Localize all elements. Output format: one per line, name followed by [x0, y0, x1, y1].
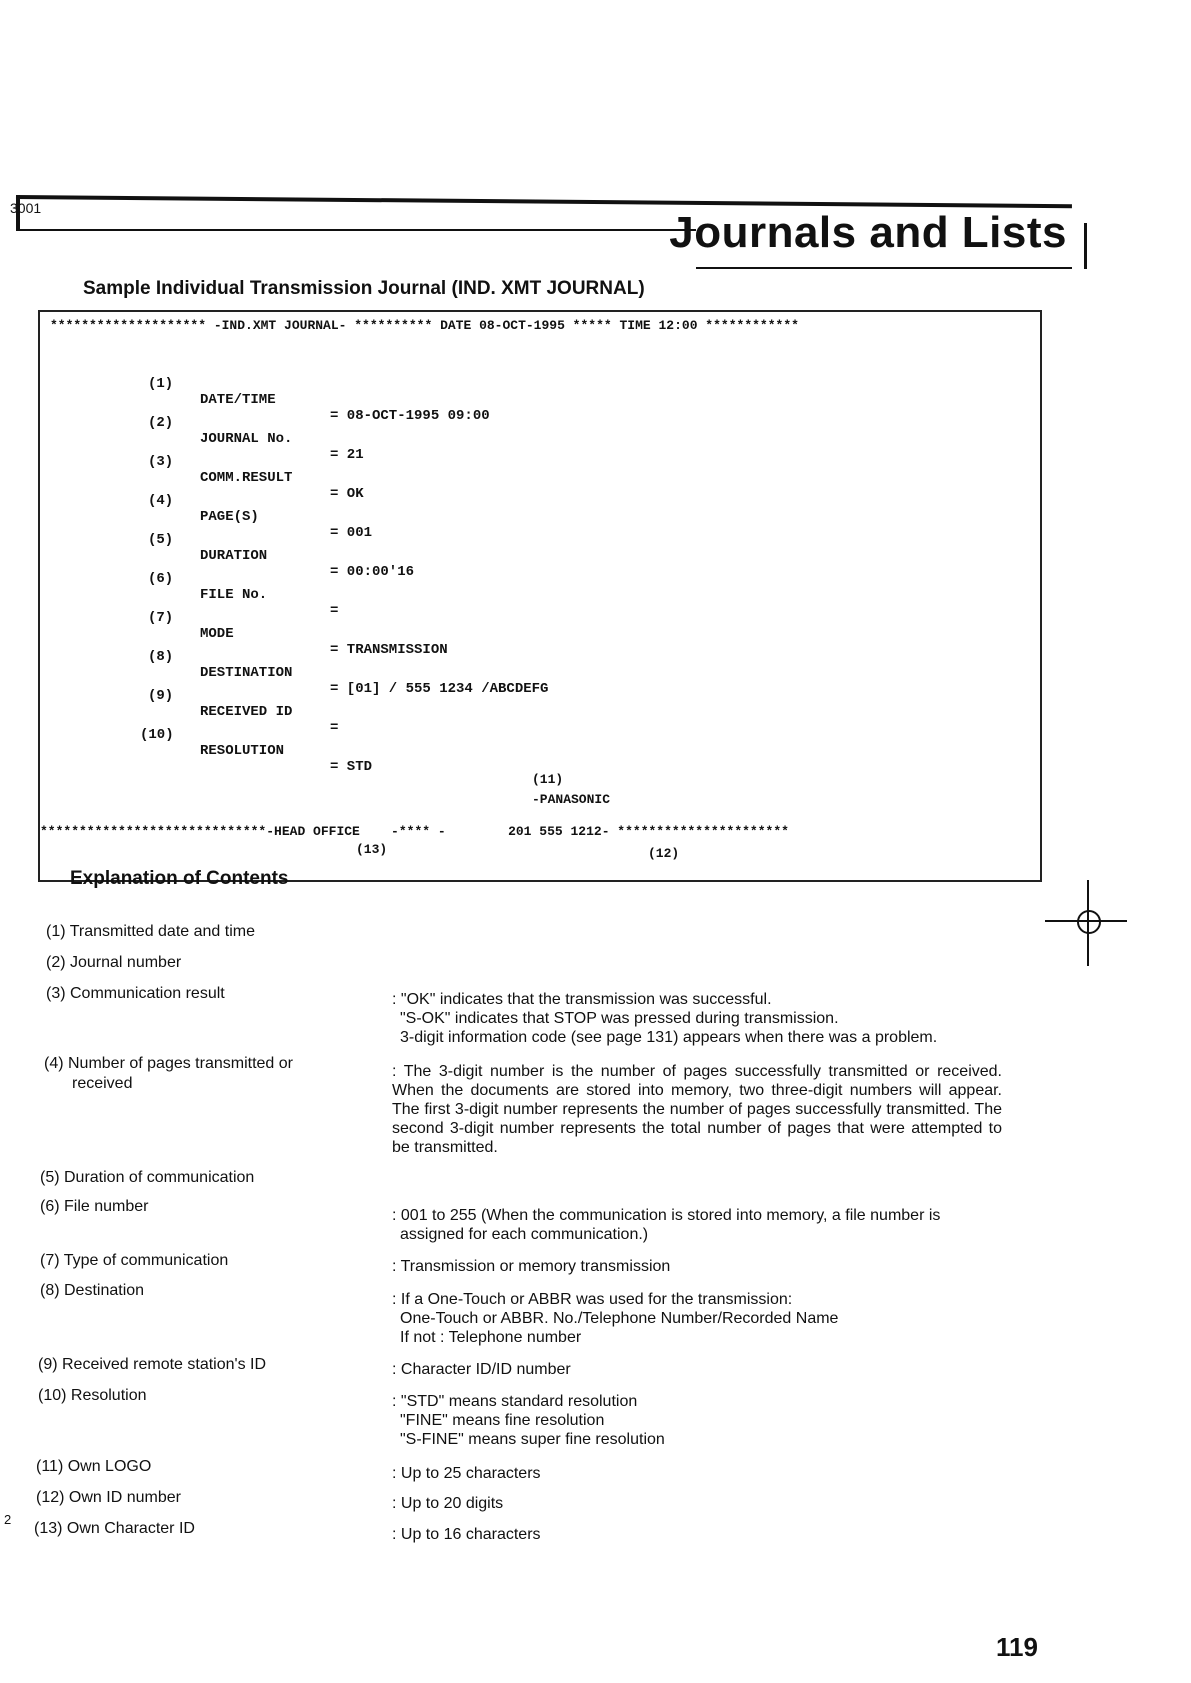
- journal-row-num: (1): [148, 376, 174, 392]
- explanation-item-label: (12) Own ID number: [36, 1489, 181, 1506]
- journal-row-label: JOURNAL No.: [200, 431, 293, 447]
- journal-row-num: (10): [140, 727, 174, 743]
- journal-row-value: = OK: [330, 486, 364, 502]
- explanation-item-label-cont: received: [72, 1075, 133, 1092]
- journal-row-label: RECEIVED ID: [200, 704, 293, 720]
- explanation-item-label: (8) Destination: [40, 1282, 145, 1299]
- journal-row-value: = TRANSMISSION: [330, 642, 448, 658]
- explanation-item-desc: : Transmission or memory transmission: [392, 1258, 671, 1275]
- journal-row-value: =: [330, 603, 339, 619]
- journal-row-label: MODE: [200, 626, 234, 642]
- explanation-item-label: (6) File number: [40, 1198, 149, 1215]
- journal-row: [40, 711, 1040, 775]
- journal-row-value: =: [330, 720, 339, 736]
- explanation-item-desc: : The 3-digit number is the number of pages successfully transmitted or received. When the documents are stored into memory, two three-digit numbers will appear. The first 3-digit number represents the number of pages successfully transmitted. The second 3-digit number represents the total number of pages that were attempted to be transmitted.: [392, 1063, 1002, 1156]
- journal-printout: [38, 310, 1042, 882]
- header-code: 3001: [10, 200, 42, 216]
- journal-row-num: (8): [148, 649, 174, 665]
- explanation-item-label: (5) Duration of communication: [40, 1169, 255, 1186]
- margin-mark: 2: [4, 1512, 12, 1527]
- journal-row-label: FILE No.: [200, 587, 268, 603]
- char-id-callout-number: (13): [356, 842, 388, 857]
- journal-row-value: = STD: [330, 759, 373, 775]
- journal-row: [40, 555, 1040, 619]
- journal-bottom-line: *****************************-HEAD OFFICE -**** - 201 555 1212- **********************: [40, 824, 789, 839]
- journal-row-label: COMM.RESULT: [200, 470, 293, 486]
- page-title: Journals and Lists: [669, 208, 1067, 257]
- journal-row-label: DURATION: [200, 548, 268, 564]
- journal-row-value: = 00:00'16: [330, 564, 415, 580]
- explanation-item-desc: : If a One-Touch or ABBR was used for the transmission: One-Touch or ABBR. No./Telephone Number/Recorded Name If not : Telephone number: [392, 1291, 839, 1346]
- journal-row: [40, 438, 1040, 502]
- explanation-item-label: (4) Number of pages transmitted or: [44, 1055, 293, 1072]
- journal-row: [40, 594, 1040, 658]
- explanation-item-desc: : "OK" indicates that the transmission was successful. "S-OK" indicates that STOP was pressed during transmission. 3-digit information code (see page 131) appears when there was a problem.: [392, 991, 938, 1046]
- page-number: 119: [996, 1632, 1038, 1662]
- journal-row-num: (7): [148, 610, 174, 626]
- journal-row-value: = 21: [330, 447, 364, 463]
- journal-row: [40, 360, 1040, 424]
- registration-mark-icon: [1077, 910, 1101, 934]
- explanation-item-label: (11) Own LOGO: [36, 1458, 152, 1475]
- own-id-callout-number: (12): [648, 846, 680, 861]
- explanation-item-label: (1) Transmitted date and time: [46, 923, 255, 940]
- journal-row-num: (4): [148, 493, 174, 509]
- explanation-item-desc: : Character ID/ID number: [392, 1361, 571, 1378]
- explanation-title: Explanation of Contents: [70, 868, 289, 889]
- journal-row-label: DATE/TIME: [200, 392, 276, 408]
- journal-row-value: = [01] / 555 1234 /ABCDEFG: [330, 681, 549, 697]
- journal-row-value: = 001: [330, 525, 373, 541]
- explanation-item-label: (2) Journal number: [46, 954, 182, 971]
- explanation-item-desc: : Up to 20 digits: [392, 1495, 504, 1512]
- journal-row-label: DESTINATION: [200, 665, 293, 681]
- journal-row-num: (9): [148, 688, 174, 704]
- sample-title: Sample Individual Transmission Journal (IND. XMT JOURNAL): [83, 278, 645, 299]
- journal-row: [40, 477, 1040, 541]
- journal-logo: -PANASONIC: [532, 792, 611, 807]
- journal-row-label: RESOLUTION: [200, 743, 285, 759]
- explanation-item-label: (7) Type of communication: [40, 1252, 229, 1269]
- explanation-item-label: (9) Received remote station's ID: [38, 1356, 267, 1373]
- journal-row-num: (6): [148, 571, 174, 587]
- explanation-item-label: (3) Communication result: [46, 985, 225, 1002]
- journal-row-num: (2): [148, 415, 174, 431]
- explanation-item-desc: : Up to 16 characters: [392, 1526, 541, 1543]
- journal-row-num: (5): [148, 532, 174, 548]
- journal-row: [40, 516, 1040, 580]
- explanation-item-desc: : Up to 25 characters: [392, 1465, 541, 1482]
- logo-callout-number: (11): [532, 772, 564, 787]
- journal-row-num: (3): [148, 454, 174, 470]
- explanation-item-desc: : "STD" means standard resolution "FINE" means fine resolution "S-FINE" means super fine resolution: [392, 1393, 665, 1448]
- journal-row-label: PAGE(S): [200, 509, 259, 525]
- explanation-item-label: (13) Own Character ID: [34, 1520, 195, 1537]
- explanation-item-desc: : 001 to 255 (When the communication is stored into memory, a file number is assigned for each communication.): [392, 1207, 941, 1243]
- journal-row-value: = 08-OCT-1995 09:00: [330, 408, 490, 424]
- journal-row: [40, 399, 1040, 463]
- journal-row: [40, 633, 1040, 697]
- journal-top-line: ******************** -IND.XMT JOURNAL- ********** DATE 08-OCT-1995 ***** TIME 12:00 ************: [50, 318, 799, 333]
- explanation-item-label: (10) Resolution: [38, 1387, 147, 1404]
